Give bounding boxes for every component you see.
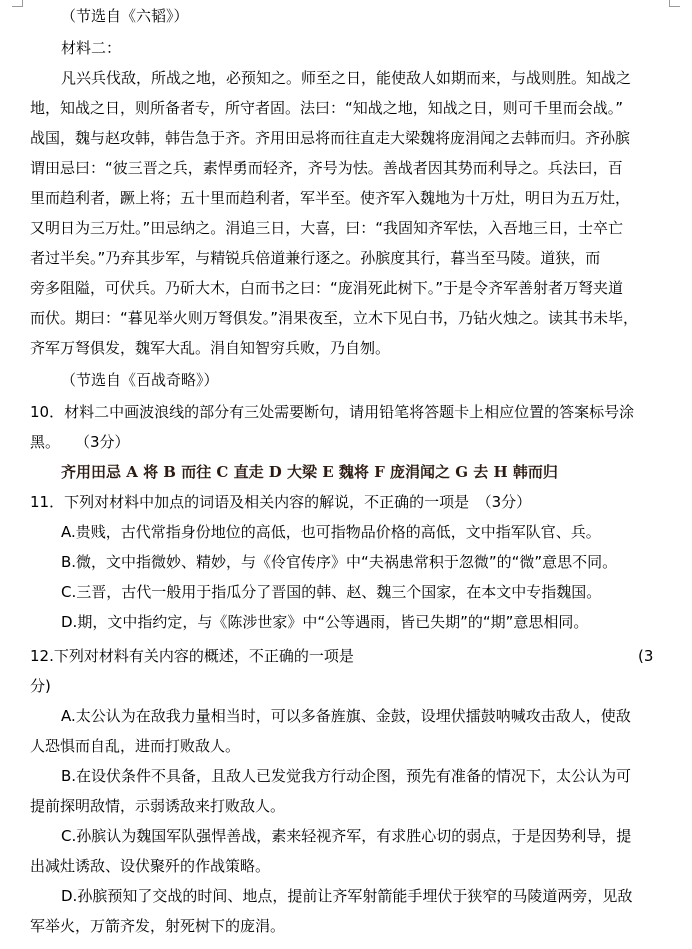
question-12: 12.下列对材料有关内容的概述，不正确的一项是 [30, 647, 354, 665]
passage-line: 而伏。期曰：“暮见举火则万弩俱发。”涓果夜至，立木下见白书，乃钻火烛之。读其书未毕， [30, 309, 639, 327]
passage-line: 齐军万弩俱发，魏军大乱。涓自知智穷兵败，乃自刎。 [30, 339, 391, 357]
question-12-option-c-continued: 出减灶诱敌、设伏聚歼的作战策略。 [30, 857, 271, 875]
passage-line: 里而趋利者，蹶上将；五十里而趋利者，军半至。使齐军入魏地为十万灶，明日为五万灶， [30, 189, 631, 207]
question-12-option-b-continued: 提前探明敌情，示弱诱敌来打败敌人。 [30, 797, 286, 815]
page-corner-mark-right [669, 0, 680, 7]
passage-line: 又明日为三万灶。”田忌纳之。涓追三日，大喜，曰：“我固知齐军怯，入吾地三日，士卒亡 [30, 219, 624, 237]
question-12-option-a-continued: 人恐惧而自乱，进而打败敌人。 [30, 737, 241, 755]
question-12-score: (3 [638, 647, 654, 665]
question-11-option-d: D.期，文中指约定，与《陈涉世家》中“公等遇雨，皆已失期”的“期”意思相同。 [61, 613, 589, 631]
passage-line: 战国，魏与赵攻韩，韩告急于齐。齐用田忌将而往直走大梁魏将庞涓闻之去韩而归。齐孙膑 [30, 129, 631, 147]
question-12-option-d-continued: 军举火，万箭齐发，射死树下的庞涓。 [30, 917, 286, 935]
passage-line: 凡兴兵伐敌，所战之地，必预知之。师至之日，能使敌人如期而来，与战则胜。知战之 [61, 69, 632, 87]
question-12-option-d: D.孙膑预知了交战的时间、地点，提前让齐军射箭能手埋伏于狭窄的马陵道两旁，见敌 [61, 887, 633, 905]
material-two-heading: 材料二： [61, 39, 122, 57]
source-note-liutao: （节选自《六韬》） [61, 7, 189, 25]
question-11-option-c: C.三晋，古代一般用于指瓜分了晋国的韩、赵、魏三个国家，在本文中专指魏国。 [61, 583, 602, 601]
question-11: 11．下列对材料中加点的词语及相关内容的解说，不正确的一项是 （3分） [30, 493, 532, 511]
passage-line: 地，知战之日，则所备者专，所守者固。法曰：“知战之地，知战之日，则可千里而会战。” [30, 99, 624, 117]
question-10: 10．材料二中画波浪线的部分有三处需要断句，请用铅笔将答题卡上相应位置的答案标号涂 [30, 403, 635, 421]
passage-line: 旁多阻隘，可伏兵。乃斫大木，白而书之曰：“庞涓死此树下。”于是令齐军善射者万弩夹道 [30, 279, 624, 297]
question-11-option-a: A.贵贱，古代常指身份地位的高低，也可指物品价格的高低，文中指军队官、兵。 [61, 523, 601, 541]
passage-line: 者过半矣。”乃弃其步军，与精锐兵倍道兼行逐之。孙膑度其行，暮当至马陵。道狭，而 [30, 249, 601, 267]
question-12-option-a: A.太公认为在敌我力量相当时，可以多备旌旗、金鼓，设埋伏擂鼓呐喊攻击敌人，使敌 [61, 707, 631, 725]
source-note-baizhan: （节选自《百战奇略》） [61, 371, 219, 389]
page-corner-mark-left [12, 0, 23, 7]
question-11-option-b: B.微，文中指微妙、精妙，与《伶官传序》中“夫祸患常积于忽微”的“微”意思不同。 [61, 553, 618, 571]
question-10-options: 齐用田忌 A 将 B 而往 C 直走 D 大梁 E 魏将 F 庞涓闻之 G 去 H 韩而归 [61, 463, 558, 481]
question-10-continued: 黑。 （3分） [30, 433, 130, 451]
passage-line: 谓田忌曰：“彼三晋之兵，素悍勇而轻齐，齐号为怯。善战者因其势而利导之。兵法曰，百 [30, 159, 623, 177]
question-12-score-continued: 分) [30, 677, 51, 695]
question-12-option-c: C.孙膑认为魏国军队强悍善战，素来轻视齐军，有求胜心切的弱点，于是因势利导，提 [61, 827, 632, 845]
question-12-option-b: B.在设伏条件不具备，且敌人已发觉我方行动企图，预先有准备的情况下，太公认为可 [61, 767, 632, 785]
